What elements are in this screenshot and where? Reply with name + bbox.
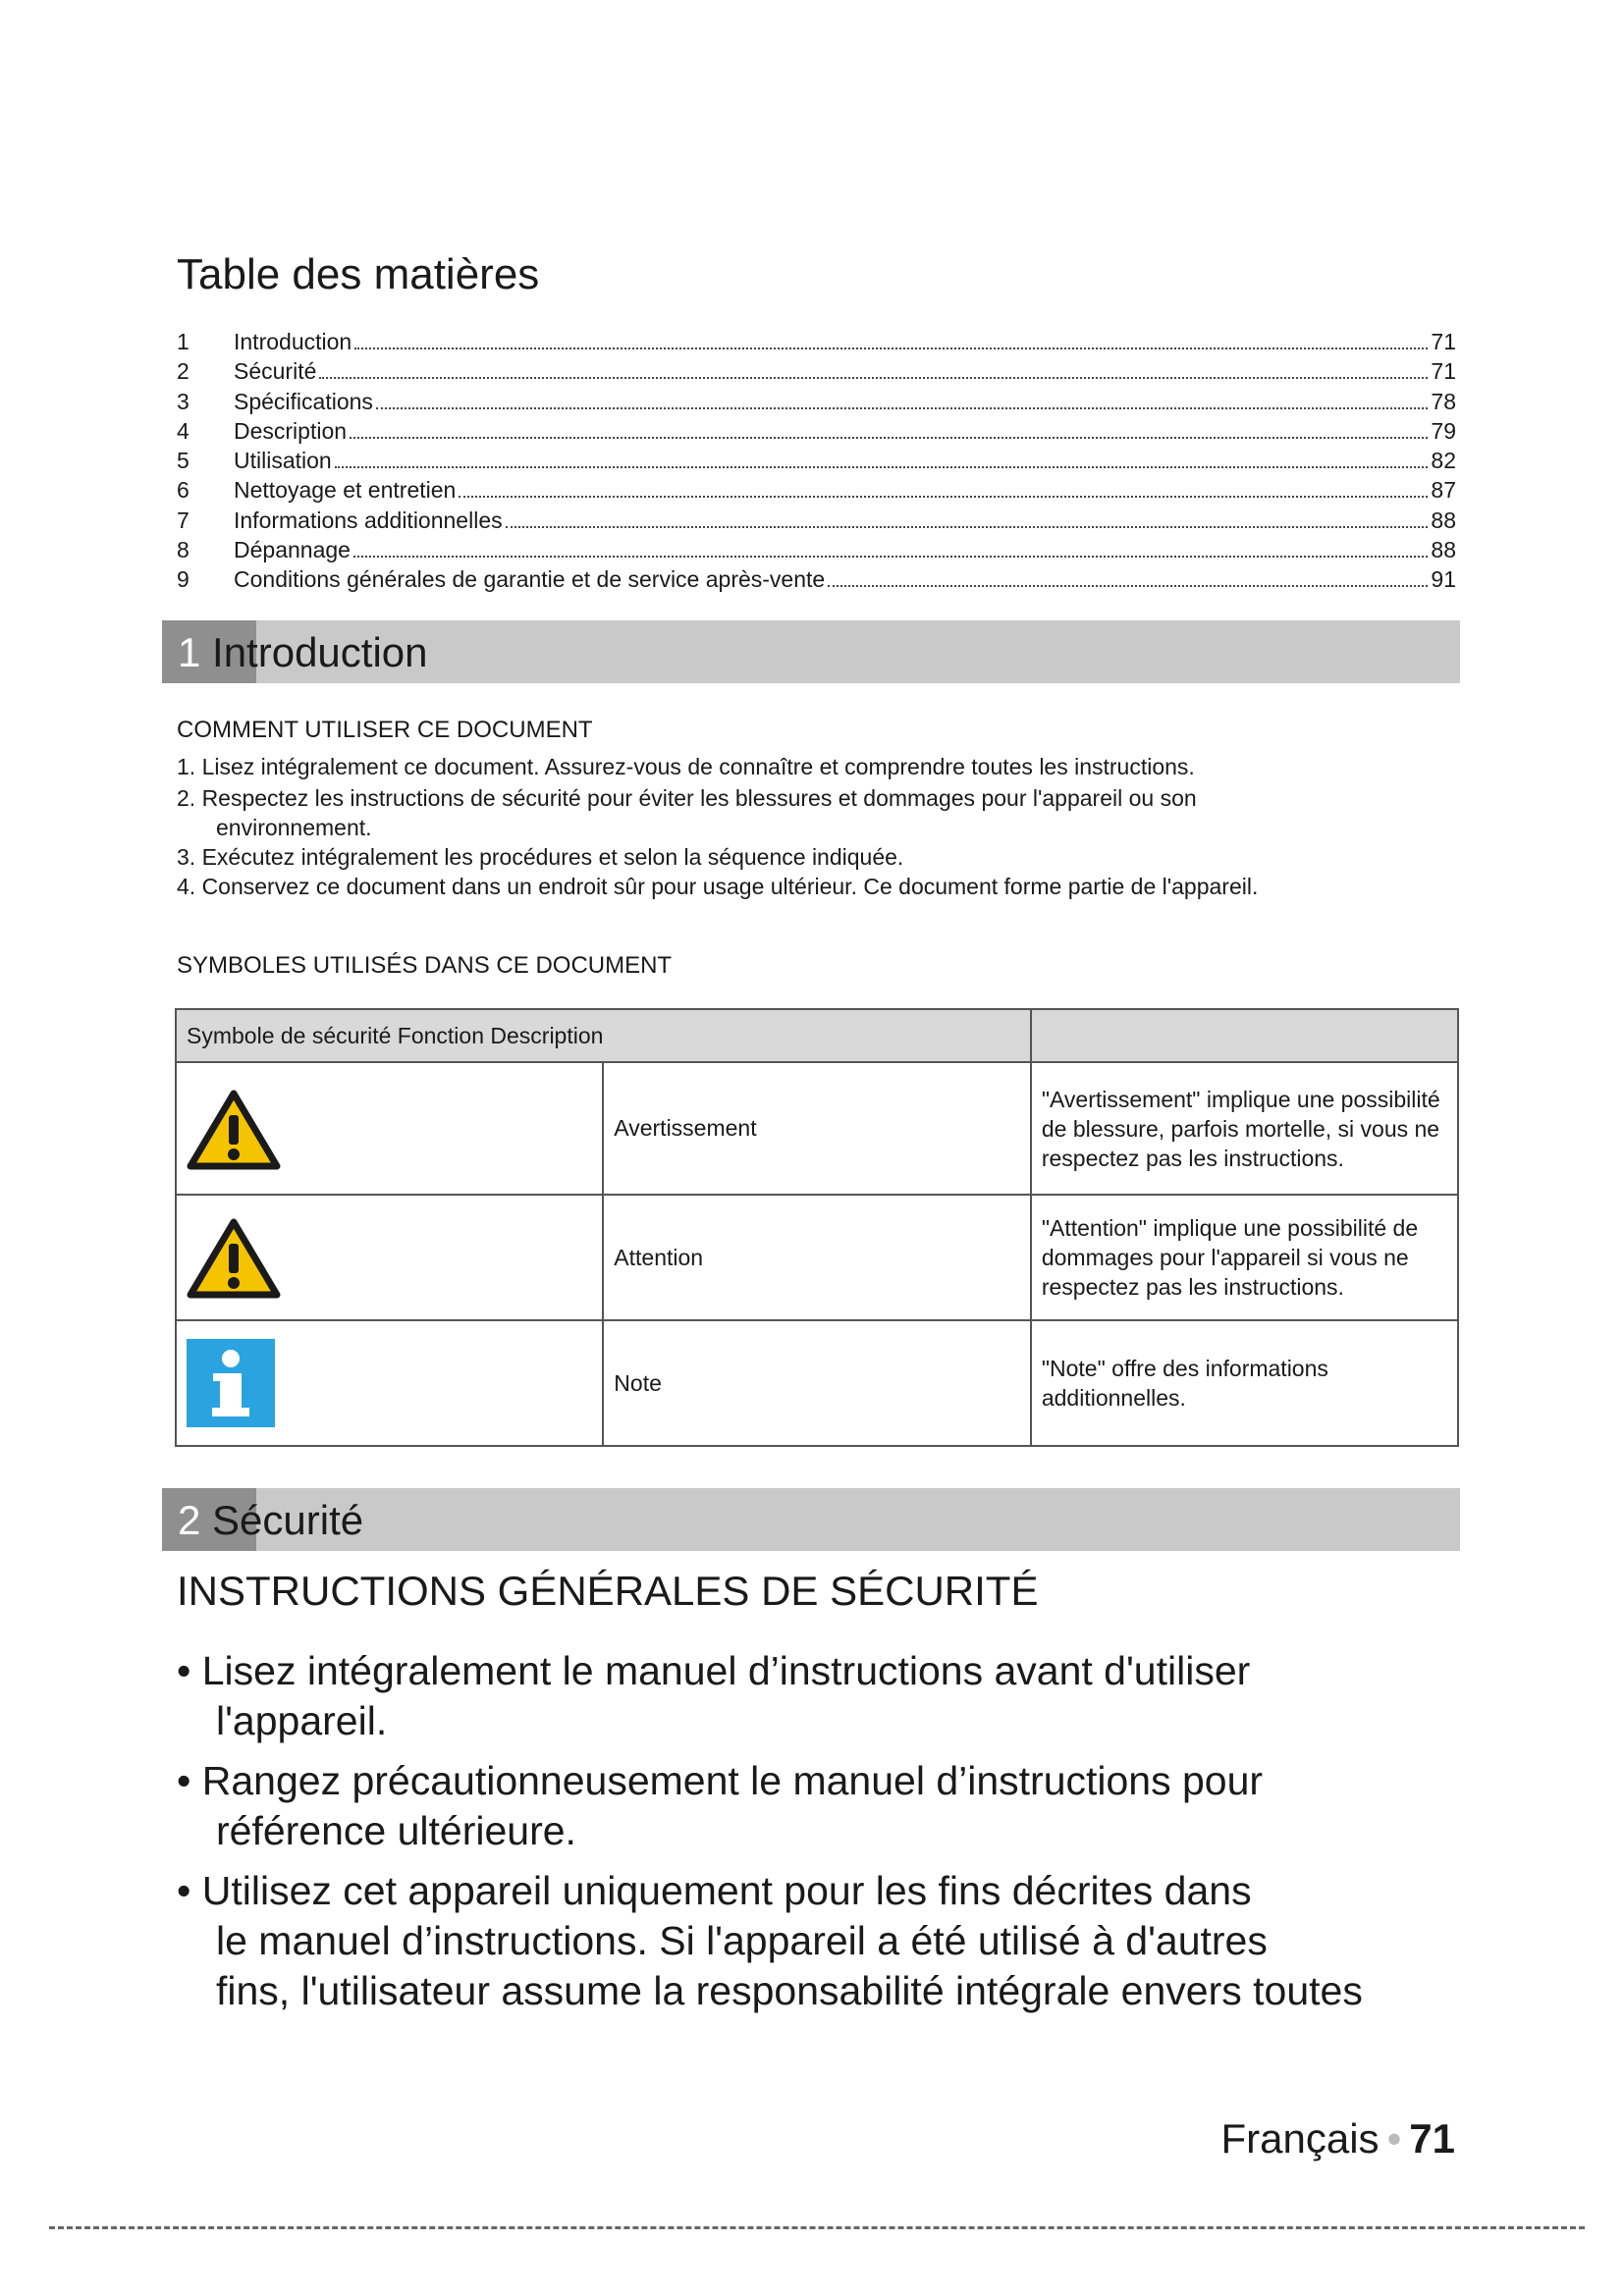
toc-entry-page: 71: [1431, 358, 1456, 385]
safety-heading: INSTRUCTIONS GÉNÉRALES DE SÉCURITÉ: [177, 1568, 1039, 1614]
symbols-table: [175, 1008, 1459, 1447]
page-footer: [1221, 2115, 1456, 2163]
toc-leader-dots: [319, 377, 1428, 379]
toc-entry[interactable]: [177, 535, 1456, 564]
bullet-line-continued: l'appareil.: [216, 1698, 388, 1743]
list-item: [177, 783, 1453, 842]
toc-entry-number: 7: [177, 507, 189, 533]
footer-separator: •: [1386, 2115, 1402, 2162]
table-row: [176, 1195, 1458, 1320]
toc-entry[interactable]: [177, 327, 1456, 356]
toc-entry-page: 91: [1431, 566, 1456, 593]
table-of-contents: [177, 327, 1456, 595]
toc-leader-dots: [506, 526, 1429, 528]
bullet-line-continued: le manuel d’instructions. Si l'appareil a été utilisé à d'autres: [216, 1918, 1268, 1963]
section-title-text: Introduction: [212, 629, 428, 675]
bottom-rule: [49, 2226, 1585, 2229]
howto-heading: COMMENT UTILISER CE DOCUMENT: [177, 717, 593, 743]
table-header-row: [176, 1009, 1458, 1062]
list-item: [177, 1756, 1473, 1856]
bullet-line-continued: fins, l'utilisateur assume la responsabilité intégrale envers toutes: [216, 1968, 1363, 2013]
table-row: [176, 1062, 1458, 1195]
instruction-steps: [177, 752, 1453, 901]
warning-triangle-icon: [187, 1088, 281, 1170]
toc-entry[interactable]: [177, 564, 1456, 594]
list-item: [177, 1866, 1473, 2016]
section-title-text: Sécurité: [212, 1497, 364, 1543]
section-number: 1: [178, 629, 201, 675]
symbol-cell: [176, 1320, 603, 1446]
step-line: 1. Lisez intégralement ce document. Assurez-vous de connaître et comprendre toutes les instructions.: [177, 754, 1195, 779]
toc-title: Table des matières: [177, 250, 540, 298]
list-item: [177, 752, 1453, 781]
toc-entry-number: 1: [177, 329, 189, 354]
toc-entry-label: Utilisation: [234, 448, 332, 474]
toc-entry-label: Conditions générales de garantie et de service après-vente: [234, 566, 826, 593]
warning-triangle-icon: [187, 1216, 281, 1299]
section-title: [178, 629, 428, 676]
bullet-line: • Lisez intégralement le manuel d’instructions avant d'utiliser: [177, 1648, 1251, 1693]
page-number: 71: [1409, 2115, 1455, 2162]
toc-leader-dots: [350, 437, 1428, 439]
description-cell: "Avertissement" implique une possibilité de blessure, parfois mortelle, si vous ne respectez pas les instructions.: [1031, 1062, 1458, 1195]
toc-entry-label: Dépannage: [234, 537, 351, 563]
function-cell: Note: [603, 1320, 1031, 1446]
toc-leader-dots: [353, 556, 1428, 558]
bullet-line: • Rangez précautionneusement le manuel d’instructions pour: [177, 1758, 1264, 1803]
toc-entry-label: Introduction: [234, 329, 352, 354]
info-icon: [187, 1339, 275, 1427]
toc-leader-dots: [335, 466, 1429, 468]
toc-entry-label: Sécurité: [234, 358, 317, 385]
toc-entry-number: 4: [177, 417, 189, 444]
toc-entry-page: 87: [1431, 477, 1456, 504]
symbol-cell: [176, 1195, 603, 1320]
section-header-securite: [162, 1488, 1460, 1551]
list-item: [177, 1646, 1473, 1746]
table-header-empty-cell: [1031, 1009, 1458, 1062]
section-title: [178, 1497, 363, 1544]
toc-entry[interactable]: [177, 506, 1456, 535]
toc-entry-number: 3: [177, 388, 189, 414]
toc-entry-page: 71: [1431, 329, 1456, 354]
table-header-cell: Symbole de sécurité Fonction Description: [176, 1009, 1031, 1062]
toc-entry-number: 6: [177, 477, 189, 504]
toc-entry[interactable]: [177, 475, 1456, 505]
bullet-line-continued: référence ultérieure.: [216, 1808, 576, 1853]
step-line-continued: environnement.: [216, 815, 372, 840]
toc-entry-number: 9: [177, 566, 189, 593]
symbol-cell: [176, 1062, 603, 1195]
section-number: 2: [178, 1497, 201, 1543]
toc-leader-dots: [828, 585, 1428, 587]
toc-entry[interactable]: [177, 416, 1456, 446]
description-cell: "Attention" implique une possibilité de dommages pour l'appareil si vous ne respectez pas les instructions.: [1031, 1195, 1458, 1320]
list-item: [177, 842, 1453, 872]
function-cell: Avertissement: [603, 1062, 1031, 1195]
footer-language: Français: [1220, 2115, 1380, 2162]
toc-entry-label: Spécifications: [234, 388, 373, 414]
table-row: [176, 1320, 1458, 1446]
toc-entry-label: Description: [234, 417, 348, 444]
toc-leader-dots: [459, 496, 1428, 498]
bullet-line: • Utilisez cet appareil uniquement pour les fins décrites dans: [177, 1868, 1252, 1913]
toc-entry-number: 8: [177, 537, 189, 563]
toc-entry-page: 79: [1431, 417, 1456, 444]
toc-entry[interactable]: [177, 387, 1456, 416]
toc-leader-dots: [354, 347, 1428, 349]
toc-entry-number: 5: [177, 448, 189, 474]
list-item: [177, 872, 1453, 901]
description-cell: "Note" offre des informations additionnelles.: [1031, 1320, 1458, 1446]
toc-entry-page: 88: [1431, 537, 1456, 563]
toc-entry-page: 82: [1431, 448, 1456, 474]
step-line: 3. Exécutez intégralement les procédures et selon la séquence indiquée.: [177, 844, 904, 870]
toc-entry-number: 2: [177, 358, 189, 385]
safety-bullets: [177, 1646, 1473, 2026]
toc-entry-label: Informations additionnelles: [234, 507, 503, 533]
section-header-introduction: [162, 620, 1460, 683]
toc-leader-dots: [376, 407, 1428, 409]
toc-entry-page: 78: [1431, 388, 1456, 414]
toc-entry[interactable]: [177, 356, 1456, 386]
step-line: 4. Conservez ce document dans un endroit sûr pour usage ultérieur. Ce document forme partie de l'appareil.: [177, 874, 1259, 899]
step-line: 2. Respectez les instructions de sécurité pour éviter les blessures et dommages pour l'appareil ou son: [177, 785, 1197, 811]
toc-entry-page: 88: [1431, 507, 1456, 533]
toc-entry-label: Nettoyage et entretien: [234, 477, 457, 504]
toc-entry[interactable]: [177, 446, 1456, 475]
function-cell: Attention: [603, 1195, 1031, 1320]
symbols-heading: SYMBOLES UTILISÉS DANS CE DOCUMENT: [177, 952, 673, 979]
